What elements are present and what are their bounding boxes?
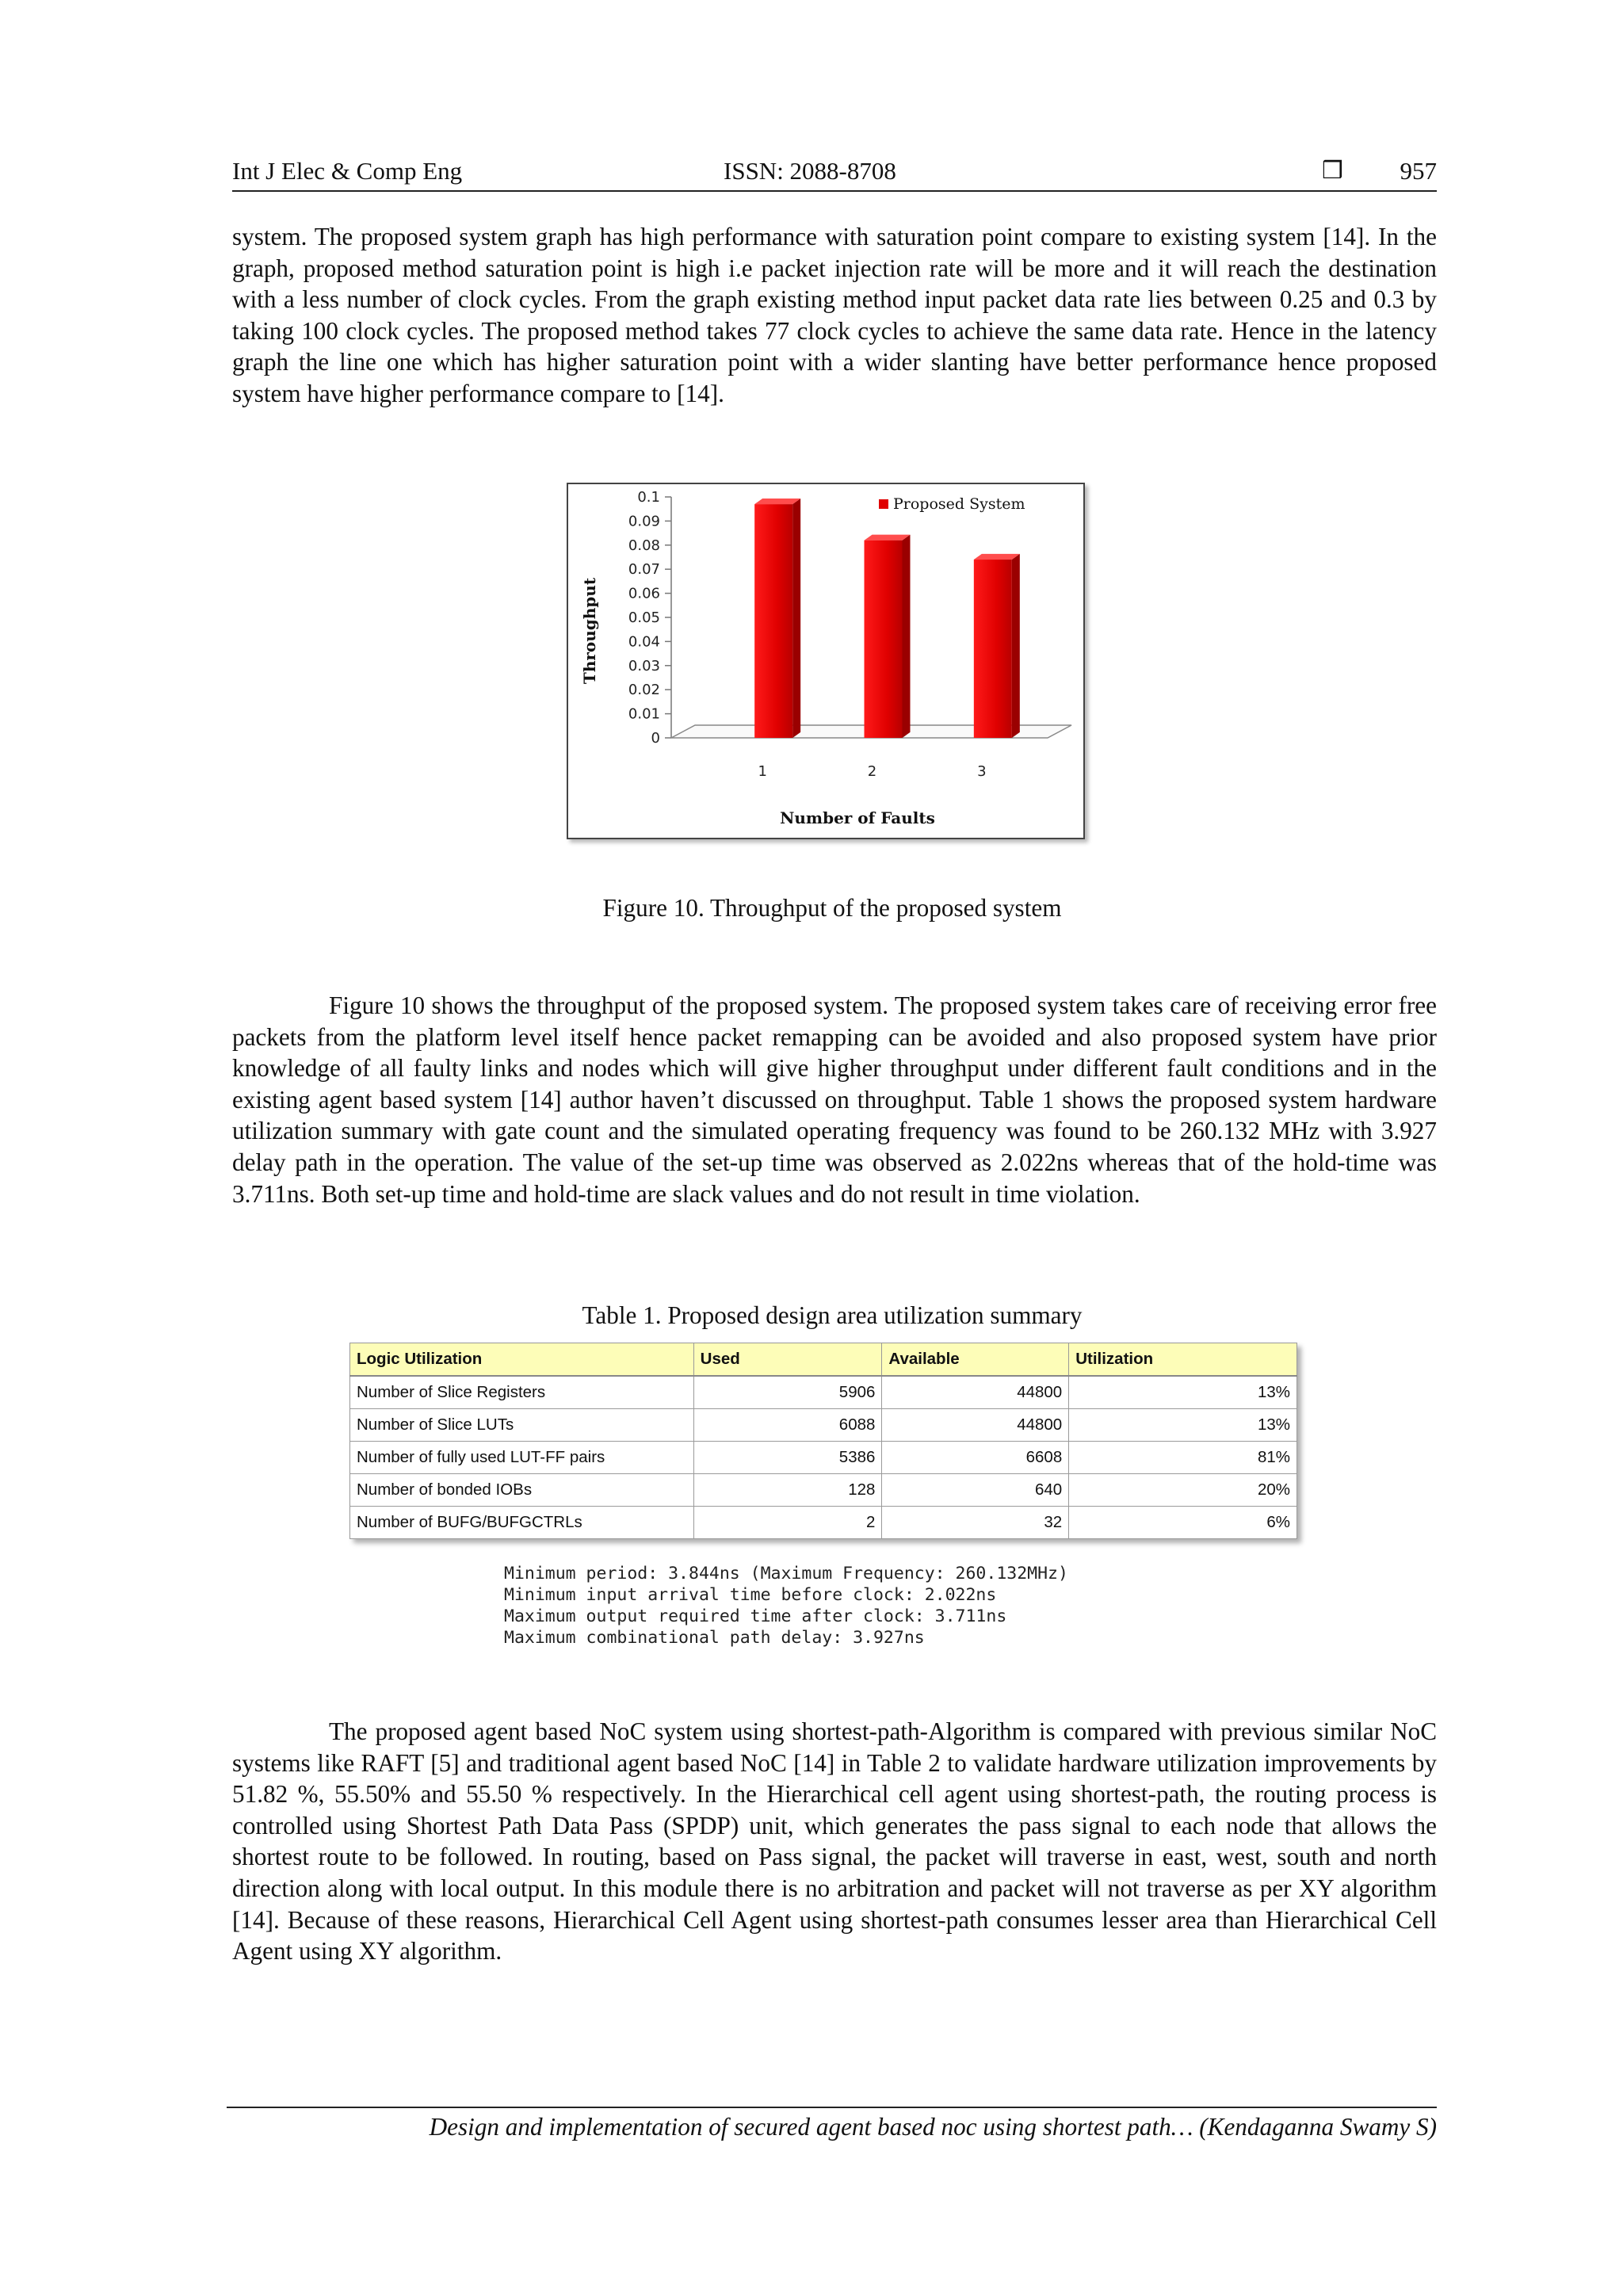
throughput-figure [567,483,1085,839]
table-cell: 5906 [693,1376,882,1409]
table-header-cell: Used [693,1343,882,1377]
bar-front [754,504,792,738]
y-tick-label: 0.09 [628,513,660,530]
bar-side [1012,554,1020,738]
y-axis-label: Throughput [580,577,599,685]
bar-front [974,560,1012,738]
table-row [350,1376,1297,1409]
header-rule [232,190,1437,192]
issn: ISSN: 2088-8708 [724,157,896,185]
bar-top [865,535,911,541]
y-tick-label: 0.04 [628,633,660,651]
x-tick-label: 3 [977,763,987,780]
table-row [350,1442,1297,1474]
timing-line: Minimum period: 3.844ns (Maximum Frequency: 260.132MHz) [504,1564,1068,1584]
utilization-table [349,1343,1297,1539]
timing-report [504,1563,1217,1648]
table-cell: 128 [693,1474,882,1507]
timing-line: Maximum combinational path delay: 3.927ns [504,1628,925,1648]
y-tick-label: 0.07 [628,561,660,579]
table-cell: Number of Slice LUTs [350,1409,694,1442]
timing-line: Minimum input arrival time before clock: 2.022ns [504,1585,997,1605]
body-paragraph-3: The proposed agent based NoC system using shortest-path-Algorithm is compared with previous similar NoC systems like RAFT [5] and traditional agent based NoC [14] in Table 2 to validate hardware utilization improvements by 51.82 %, 55.50% and 55.50 % respectively. In the Hierarchical cell agent using shortest-path, the routing process is controlled using Shortest Path Data Pass (SPDP) unit, which generates the pass signal to each node that allows the shortest route to be followed. In routing, based on Pass signal, the packet will traverse in east, west, south and north direction along with local output. In this module there is no arbitration and packet will not traverse as per XY algorithm [14]. Because of these reasons, Hierarchical Cell Agent using shortest-path consumes lesser area than Hierarchical Cell Agent using XY algorithm. [232,1717,1437,1966]
y-tick-label: 0 [651,730,660,747]
table-header-cell: Logic Utilization [350,1343,694,1377]
table-cell: 13% [1069,1376,1297,1409]
table-cell: 640 [882,1474,1069,1507]
y-tick-label: 0.03 [628,657,660,674]
table-cell: Number of Slice Registers [350,1376,694,1409]
y-tick-label: 0.1 [637,489,660,506]
table-cell: 2 [693,1507,882,1539]
bar-top [974,554,1020,560]
legend-label: Proposed System [893,495,1025,513]
x-axis-label: Number of Faults [780,808,935,827]
timing-line: Maximum output required time after clock: 3.711ns [504,1606,1007,1626]
table-header-cell: Available [882,1343,1069,1377]
page-footer: Design and implementation of secured agent based noc using shortest path… (Kendaganna Swamy S) [429,2113,1437,2141]
y-tick-label: 0.06 [628,585,660,602]
table-caption: Table 1. Proposed design area utilization summary [582,1301,1083,1329]
bar-top [754,499,800,504]
footer-rule [227,2107,1437,2108]
table-cell: 5386 [693,1442,882,1474]
table-cell: 6608 [882,1442,1069,1474]
bar-side [792,499,800,738]
table-header-cell: Utilization [1069,1343,1297,1377]
y-tick-label: 0.01 [628,705,660,723]
table-header-row [350,1343,1297,1377]
table-cell: 81% [1069,1442,1297,1474]
table-cell: 6088 [693,1409,882,1442]
box-glyph-icon: ❒ [1322,157,1343,185]
table-cell: 44800 [882,1376,1069,1409]
table-row [350,1409,1297,1442]
table-cell: Number of fully used LUT-FF pairs [350,1442,694,1474]
table-cell: 6% [1069,1507,1297,1539]
bar-front [865,541,903,738]
y-tick-label: 0.08 [628,537,660,554]
legend-swatch [879,499,888,509]
table-row [350,1507,1297,1539]
y-tick-label: 0.02 [628,682,660,699]
table-row [350,1474,1297,1507]
bar [865,535,911,738]
table-cell: Number of bonded IOBs [350,1474,694,1507]
bar [974,554,1020,738]
body-paragraph-1: system. The proposed system graph has high performance with saturation point compare to existing system [14]. In the graph, proposed method saturation point is high i.e packet injection rate will be more and it will reach the destination with a less number of clock cycles. From the graph existing method input packet data rate lies between 0.25 and 0.3 by taking 100 clock cycles. The proposed method takes 77 clock cycles to achieve the same data rate. Hence in the latency graph the line one which has higher saturation point with a wider slanting have better performance hence proposed system have higher performance compare to [14]. [232,223,1437,407]
y-tick-label: 0.05 [628,609,660,626]
page-header [232,154,1437,190]
throughput-chart [568,484,1083,838]
bar-side [903,535,911,738]
table-cell: 20% [1069,1474,1297,1507]
table-cell: 44800 [882,1409,1069,1442]
figure-caption: Figure 10. Throughput of the proposed system [602,894,1062,922]
table-cell: Number of BUFG/BUFGCTRLs [350,1507,694,1539]
body-paragraph-2: Figure 10 shows the throughput of the proposed system. The proposed system takes care of receiving error free packets from the platform level itself hence packet remapping can be avoided and also proposed system have prior knowledge of all faulty links and nodes which will give higher throughput under different fault conditions and in the existing agent based system [14] author haven’t discussed on throughput. Table 1 shows the proposed system hardware utilization summary with gate count and the simulated operating frequency was found to be 260.132 MHz with 3.927 delay path in the operation. The value of the set-up time was observed as 2.022ns whereas that of the hold-time was 3.711ns. Both set-up time and hold-time are slack values and do not result in time violation. [232,991,1437,1208]
table-cell: 13% [1069,1409,1297,1442]
bar [754,499,800,738]
table-cell: 32 [882,1507,1069,1539]
x-tick-label: 1 [758,763,767,780]
page-number: 957 [1400,157,1437,185]
journal-name: Int J Elec & Comp Eng [232,157,463,185]
x-tick-label: 2 [867,763,877,780]
